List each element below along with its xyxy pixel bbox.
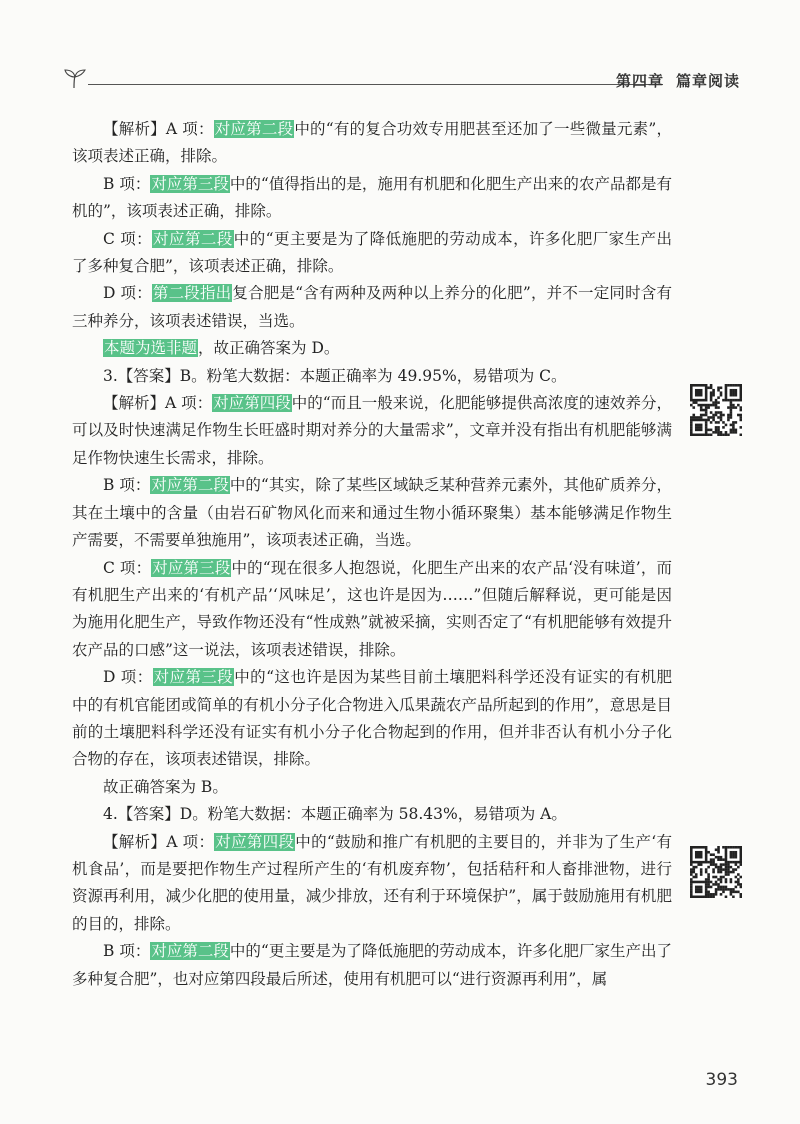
qr-code-icon[interactable] (690, 384, 742, 436)
page-number: 393 (705, 1070, 738, 1090)
paragraph (72, 116, 672, 171)
paragraph-text: 复合肥是“含有两种及两种以上养分的化肥”，并不一定同时含有三种养分，该项表述错误，当选。 (72, 284, 672, 330)
paragraph (72, 664, 672, 774)
paragraph-text: ，故正确答案为 D。 (198, 339, 340, 358)
paragraph (72, 555, 672, 665)
highlight-marker: 对应第二段 (151, 476, 229, 495)
paragraph-text: 中的“而且一般来说，化肥能够提供高浓度的速效养分，可以及时快速满足作物生长旺盛时期对养分的大量需求”，文章并没有指出有机肥能够满足作物快速生长需求，排除。 (72, 394, 672, 467)
paragraph-text: 【解析】A 项： (103, 120, 214, 138)
paragraph-text: 中的“其实，除了某些区域缺乏某种营养元素外，其他矿质养分，其在土壤中的含量（由岩石矿物风化而来和通过生物小循环聚集）基本能够满足作物生产需要，不需要单独施用”，该项表述正确，当选。 (72, 476, 672, 550)
paragraph (72, 472, 672, 554)
highlight-marker: 第二段指出 (152, 284, 232, 303)
chapter-title (616, 70, 740, 91)
page-header (62, 70, 740, 100)
paragraph-text: 中的“有的复合功效专用肥甚至还加了一些微量元素”，该项表述正确，排除。 (72, 120, 672, 166)
paragraph (72, 363, 672, 390)
paragraph-text: 中的“更主要是为了降低施肥的劳动成本，许多化肥厂家生产出了多种复合肥”，也对应第四段最后所述，使用有机肥可以“进行资源再利用”，属 (72, 942, 672, 988)
page-content (72, 116, 672, 993)
highlight-marker: 对应第三段 (151, 174, 229, 193)
highlight-marker: 对应第二段 (153, 229, 233, 248)
paragraph (72, 171, 672, 226)
paragraph-text: C 项： (103, 229, 153, 248)
paragraph-text: 故正确答案为 B。 (103, 777, 228, 796)
paragraph (72, 829, 672, 939)
paragraph (72, 390, 672, 472)
paragraph (72, 280, 672, 335)
sprout-icon (62, 68, 88, 90)
chapter-number: 第四章 (615, 72, 664, 90)
paragraph (72, 335, 672, 362)
highlight-marker: 对应第三段 (152, 558, 231, 577)
paragraph-text: 中的“现在很多人抱怨说，化肥生产出来的农产品‘没有味道’，而有机肥生产出来的‘有机产品’‘风味足’，这也许是因为……”但随后解释说，更可能是因为施用化肥生产，导致作物还没有“性成熟”就被采摘，实则否定了“有机肥能够有效提升农产品的口感”这一说法，该项表述错误，排除。 (72, 558, 672, 659)
paragraph-text: 中的“值得指出的是，施用有机肥和化肥生产出来的农产品都是有机的”，该项表述正确，排除。 (72, 174, 672, 221)
section-title: 篇章阅读 (675, 72, 740, 90)
paragraph-text: 中的“鼓励和推广有机肥的主要目的，并非为了生产‘有机食品’，而是要把作物生产过程所产生的‘有机废弃物’，包括秸秆和人畜排泄物，进行资源再利用，减少化肥的使用量，减少排放，还有利于环境保护”，属于鼓励施用有机肥的目的，排除。 (72, 832, 672, 933)
header-rule (88, 84, 663, 85)
paragraph-text: B 项： (103, 942, 151, 961)
paragraph (72, 938, 672, 993)
paragraph-text: B 项： (103, 476, 151, 495)
highlight-marker: 对应第四段 (213, 394, 291, 413)
paragraph-text: D 项： (103, 284, 152, 303)
highlight-marker: 对应第三段 (153, 668, 234, 687)
paragraph (72, 801, 672, 828)
highlight-marker: 对应第二段 (151, 942, 229, 961)
paragraph-text: C 项： (103, 558, 152, 577)
highlight-marker: 本题为选非题 (104, 339, 198, 358)
paragraph (72, 774, 672, 801)
qr-code-icon[interactable] (690, 846, 742, 898)
paragraph-text: 3.【答案】B。粉笔大数据：本题正确率为 49.95%，易错项为 C。 (103, 366, 567, 385)
paragraph-text: 中的“这也许是因为某些目前土壤肥料科学还没有证实的有机肥中的有机官能团或简单的有机小分子化合物进入瓜果蔬农产品所起到的作用”，意思是目前的土壤肥料科学还没有证实有机小分子化合物起到的作用，但并非否认有机小分子化合物的存在，该项表述错误，排除。 (72, 668, 672, 769)
paragraph-text: 【解析】A 项： (103, 394, 213, 413)
highlight-marker: 对应第二段 (214, 120, 294, 138)
paragraph-text: 4.【答案】D。粉笔大数据：本题正确率为 58.43%，易错项为 A。 (103, 805, 567, 824)
paragraph-text: 【解析】A 项： (103, 832, 215, 851)
paragraph (72, 226, 672, 281)
highlight-marker: 对应第四段 (215, 832, 295, 851)
paragraph-text: B 项： (103, 174, 151, 193)
paragraph-text: D 项： (103, 668, 153, 687)
paragraph-text: 中的“更主要是为了降低施肥的劳动成本，许多化肥厂家生产出了多种复合肥”，该项表述正确，排除。 (72, 229, 672, 276)
